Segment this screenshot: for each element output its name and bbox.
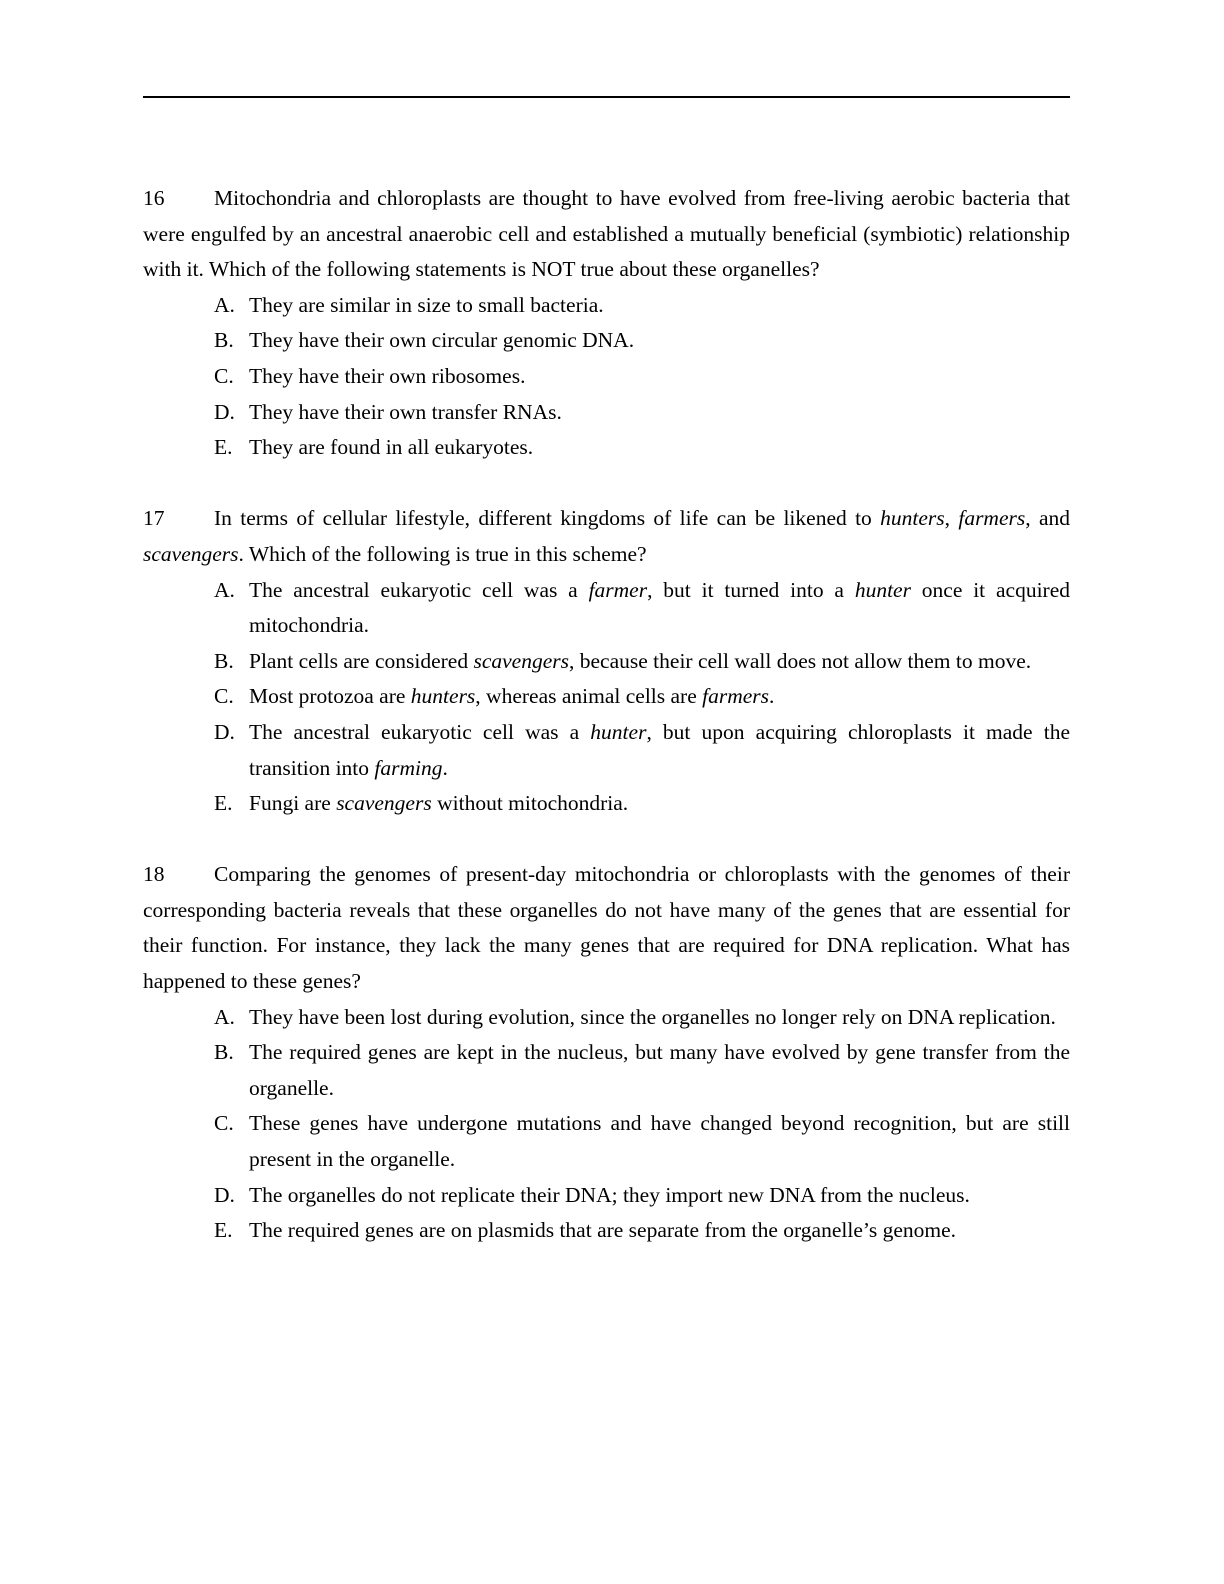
answer-option <box>143 573 1070 644</box>
answer-option <box>143 786 1070 822</box>
answer-options <box>143 288 1070 466</box>
text-run: The required genes are on plasmids that are separate from the organelle’s genome. <box>249 1218 957 1243</box>
text-run: The ancestral eukaryotic cell was a <box>249 719 591 744</box>
text-run: They have been lost during evolution, since the organelles no longer rely on DNA replication. <box>249 1004 1056 1029</box>
italic-term: scavengers <box>473 648 570 673</box>
italic-term: scavengers <box>336 791 432 816</box>
text-run: , <box>944 506 959 531</box>
answer-option <box>143 359 1070 395</box>
text-run: Mitochondria and chloroplasts are thought to have evolved from free-living aerobic bacteria that were engulfed by an ancestral anaerobic cell and established a mutually beneficial (symbiotic) relationship with it. Which of the following statements is NOT true about these organelles? <box>143 186 1070 282</box>
text-run: Comparing the genomes of present-day mitochondria or chloroplasts with the genomes of their corresponding bacteria reveals that these organelles do not have many of the genes that are essential for their function. For instance, they lack the many genes that are required for DNA replication. What has happened to these genes? <box>143 862 1070 994</box>
question-18 <box>143 857 1070 1249</box>
text-run: , because their cell wall does not allow them to move. <box>569 648 1032 673</box>
answer-option <box>143 323 1070 359</box>
text-run: They have their own ribosomes. <box>249 363 526 388</box>
option-letter: D. <box>214 1182 235 1207</box>
italic-term: farmer <box>588 577 648 602</box>
italic-term: hunters <box>880 506 945 531</box>
text-run: These genes have undergone mutations and have changed beyond recognition, but are still present in the organelle. <box>249 1111 1070 1172</box>
option-letter: A. <box>214 1004 235 1029</box>
question-16 <box>143 181 1070 466</box>
text-run: . <box>769 684 775 709</box>
answer-option <box>143 430 1070 466</box>
answer-options <box>143 573 1070 822</box>
question-stem <box>143 857 1070 999</box>
text-run: , but upon acquiring chloroplasts it made the transition into <box>249 719 1070 780</box>
text-run: They have their own transfer RNAs. <box>249 399 562 424</box>
answer-option <box>143 395 1070 431</box>
text-run: The required genes are kept in the nucleus, but many have evolved by gene transfer from the organelle. <box>249 1040 1070 1100</box>
option-letter: B. <box>214 1040 234 1065</box>
question-stem <box>143 181 1070 288</box>
italic-term: scavengers <box>143 541 239 566</box>
question-17 <box>143 501 1070 821</box>
question-number: 17 <box>143 506 165 531</box>
italic-term: farmers <box>702 684 770 709</box>
text-run: Fungi are <box>249 791 337 816</box>
option-letter: C. <box>214 363 234 388</box>
answer-option <box>143 644 1070 680</box>
option-letter: C. <box>214 1111 234 1136</box>
answer-option <box>143 715 1070 786</box>
italic-term: farming <box>374 755 443 780</box>
option-letter: E. <box>214 435 233 460</box>
answer-option <box>143 288 1070 324</box>
header-rule <box>143 96 1070 98</box>
option-letter: A. <box>214 577 235 602</box>
text-run: , but it turned into a <box>647 577 855 602</box>
answer-option <box>143 1106 1070 1177</box>
text-run: In terms of cellular lifestyle, different kingdoms of life can be likened to <box>214 506 881 531</box>
answer-option <box>143 1213 1070 1249</box>
option-letter: E. <box>214 1218 233 1243</box>
text-run: The ancestral eukaryotic cell was a <box>249 577 589 602</box>
answer-option <box>143 1035 1070 1106</box>
text-run: They are similar in size to small bacteria. <box>249 292 604 317</box>
option-letter: C. <box>214 684 234 709</box>
italic-term: hunter <box>590 719 647 744</box>
question-number: 16 <box>143 186 165 210</box>
italic-term: farmers <box>958 506 1026 531</box>
text-run: The organelles do not replicate their DNA; they import new DNA from the nucleus. <box>249 1182 970 1207</box>
question-number: 18 <box>143 862 165 887</box>
answer-option <box>143 1178 1070 1214</box>
text-run: once it acquired mitochondria. <box>249 577 1070 638</box>
text-run: , whereas animal cells are <box>475 684 703 709</box>
text-run: They are found in all eukaryotes. <box>249 435 534 460</box>
text-run: They have their own circular genomic DNA. <box>249 328 635 353</box>
text-run: Plant cells are considered <box>249 648 474 673</box>
italic-term: hunters <box>410 684 476 709</box>
italic-term: hunter <box>854 577 911 602</box>
question-list <box>143 181 1070 1284</box>
option-letter: B. <box>214 648 234 673</box>
text-run: without mitochondria. <box>431 791 629 816</box>
answer-option <box>143 1000 1070 1036</box>
question-stem <box>143 501 1070 572</box>
text-run: Most protozoa are <box>249 684 411 709</box>
text-run: . Which of the following is true in this scheme? <box>238 541 647 566</box>
answer-options <box>143 1000 1070 1249</box>
option-letter: B. <box>214 328 234 353</box>
option-letter: D. <box>214 719 235 744</box>
text-run: , and <box>1025 506 1071 531</box>
option-letter: E. <box>214 791 233 816</box>
option-letter: D. <box>214 399 235 424</box>
answer-option <box>143 679 1070 715</box>
text-run: . <box>442 755 448 780</box>
option-letter: A. <box>214 292 235 317</box>
